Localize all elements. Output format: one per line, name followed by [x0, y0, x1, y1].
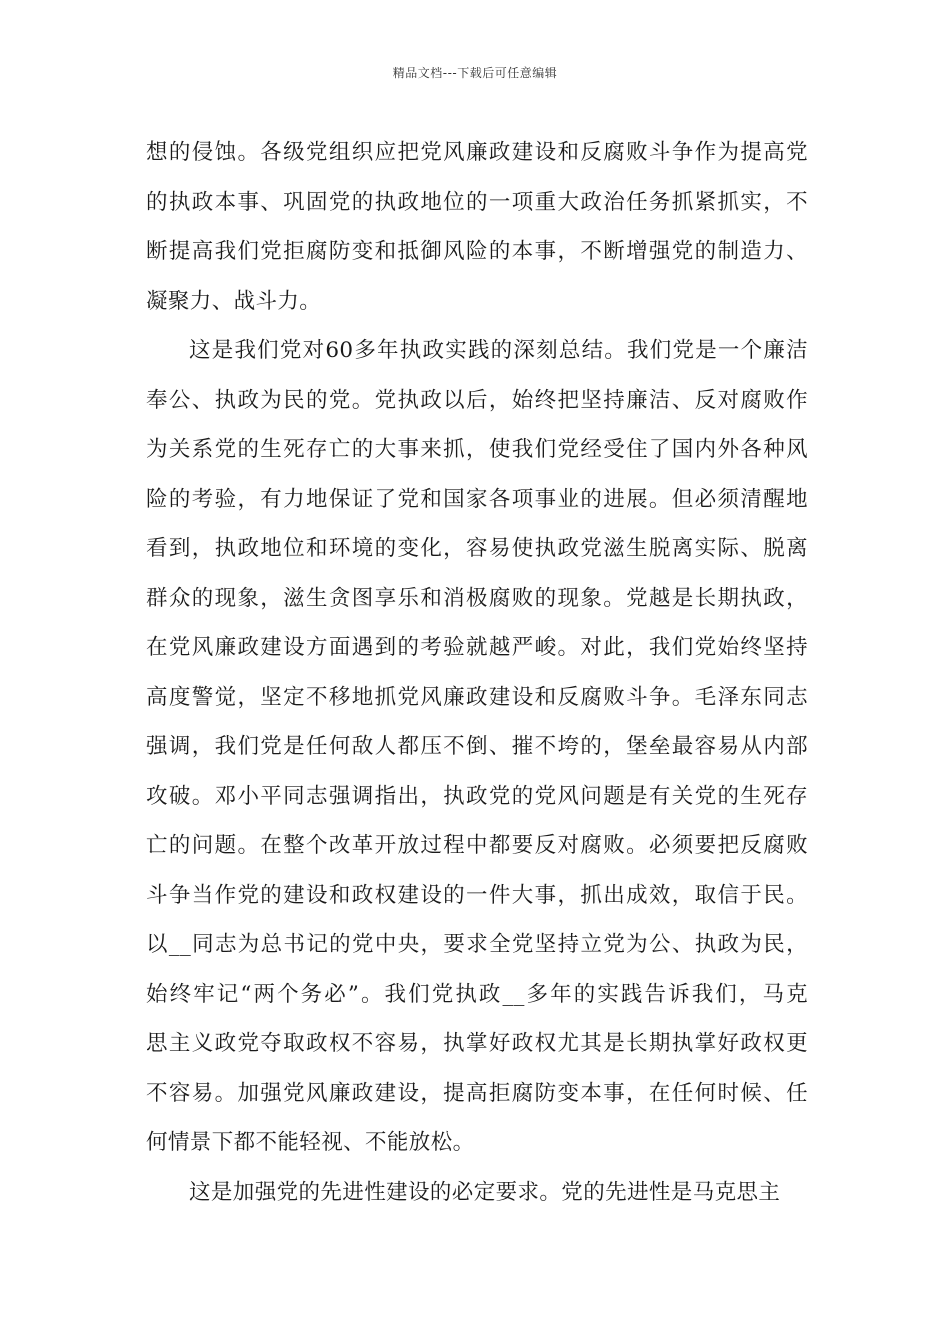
paragraph-2	[146, 326, 808, 1168]
text-line: 不容易。加强党风廉政建设，提高拒腐防变本事，在任何时候、任	[146, 1080, 808, 1106]
text-line: 的执政本事、巩固党的执政地位的一项重大政治任务抓紧抓实，不	[146, 189, 808, 215]
text-line: 看到，执政地位和环境的变化，容易使执政党滋生脱离实际、脱离	[146, 536, 808, 561]
text-line: 以__同志为总书记的党中央，要求全党坚持立党为公、执政为民，	[146, 932, 808, 957]
paragraph-1	[146, 128, 808, 326]
text-line: 这是我们党对60多年执政实践的深刻总结。我们党是一个廉洁	[189, 338, 808, 363]
text-line: 思主义政党夺取政权不容易，执掌好政权尤其是长期执掌好政权更	[146, 1031, 808, 1056]
text-line: 强调，我们党是任何敌人都压不倒、摧不垮的，堡垒最容易从内部	[146, 734, 808, 759]
document-body	[146, 128, 808, 1217]
text-line: 在党风廉政建设方面遇到的考验就越严峻。对此，我们党始终坚持	[146, 635, 808, 660]
text-line: 亡的问题。在整个改革开放过程中都要反对腐败。必须要把反腐败	[146, 833, 808, 858]
paragraph-3	[146, 1168, 808, 1218]
page-header: 精品文档---下载后可任意编辑	[392, 66, 558, 80]
text-line: 何情景下都不能轻视、不能放松。	[146, 1130, 475, 1155]
text-line: 斗争当作党的建设和政权建设的一件大事，抓出成效，取信于民。	[146, 882, 808, 908]
text-line: 群众的现象，滋生贪图享乐和消极腐败的现象。党越是长期执政，	[146, 585, 808, 611]
text-line: 险的考验，有力地保证了党和国家各项事业的进展。但必须清醒地	[146, 486, 808, 512]
text-line: 为关系党的生死存亡的大事来抓，使我们党经受住了国内外各种风	[146, 437, 808, 462]
text-line: 断提高我们党拒腐防变和抵御风险的本事，不断增强党的制造力、	[146, 239, 808, 264]
text-line: 这是加强党的先进性建设的必定要求。党的先进性是马克思主	[189, 1179, 781, 1205]
text-line: 高度警觉，坚定不移地抓党风廉政建设和反腐败斗争。毛泽东同志	[146, 684, 808, 710]
text-line: 始终牢记“两个务必”。我们党执政__多年的实践告诉我们，马克	[146, 981, 808, 1007]
text-line: 奉公、执政为民的党。党执政以后，始终把坚持廉洁、反对腐败作	[146, 387, 808, 413]
text-line: 攻破。邓小平同志强调指出，执政党的党风问题是有关党的生死存	[146, 783, 808, 809]
text-line: 想的侵蚀。各级党组织应把党风廉政建设和反腐败斗争作为提高党	[146, 140, 808, 165]
text-line: 凝聚力、战斗力。	[146, 288, 322, 314]
